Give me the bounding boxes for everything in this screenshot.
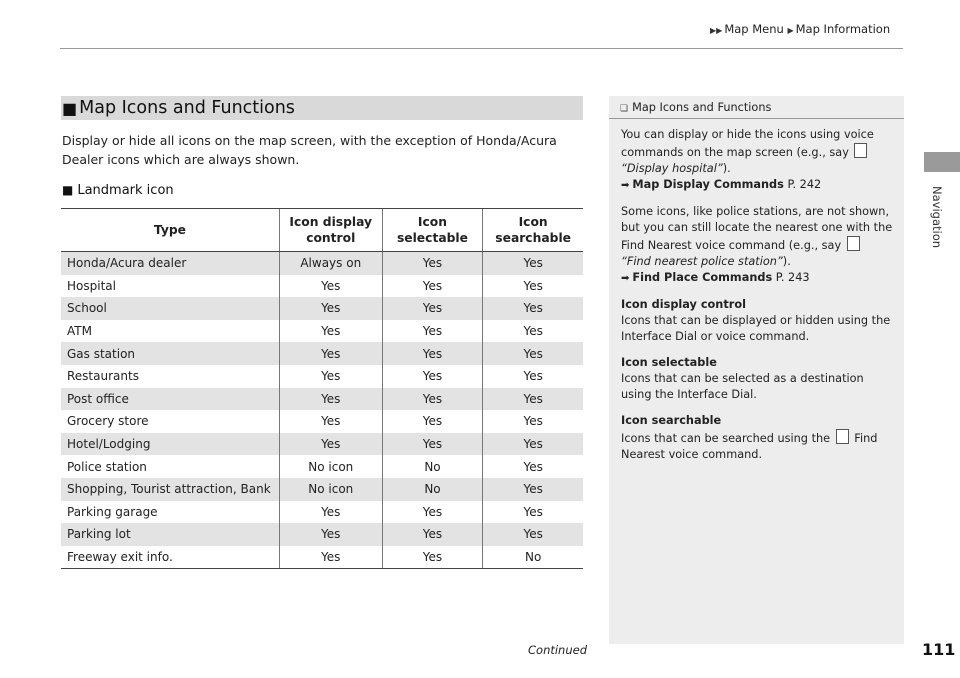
- table-row: [61, 410, 583, 433]
- cell-searchable: Yes: [483, 455, 583, 478]
- section-title-bar: [61, 96, 583, 120]
- cell-selectable: Yes: [382, 297, 483, 320]
- cell-searchable: Yes: [483, 365, 583, 388]
- term-title: Icon display control: [621, 298, 746, 311]
- cell-type: Honda/Acura dealer: [61, 252, 279, 275]
- table-row: [61, 478, 583, 501]
- cell-type: School: [61, 297, 279, 320]
- cell-searchable: Yes: [483, 297, 583, 320]
- cell-searchable: Yes: [483, 478, 583, 501]
- cell-display: Yes: [279, 320, 382, 343]
- square-bullet-icon: ■: [62, 183, 74, 197]
- cell-selectable: Yes: [382, 252, 483, 275]
- arrow-icon: ▶▶: [710, 26, 723, 35]
- cell-selectable: Yes: [382, 410, 483, 433]
- arrow-icon: ▶: [787, 26, 794, 35]
- cell-selectable: Yes: [382, 365, 483, 388]
- cell-display: Yes: [279, 523, 382, 546]
- table-row: [61, 342, 583, 365]
- side-tab-label: Navigation: [930, 186, 944, 249]
- intro-paragraph: Display or hide all icons on the map screen, with the exception of Honda/Acura Dealer icons which are always shown.: [62, 133, 557, 167]
- talk-button-icon: [847, 236, 860, 251]
- cell-selectable: Yes: [382, 275, 483, 298]
- cell-type: Gas station: [61, 342, 279, 365]
- table-row: [61, 297, 583, 320]
- cell-searchable: Yes: [483, 342, 583, 365]
- cell-selectable: No: [382, 455, 483, 478]
- note-title: ❏ Map Icons and Functions: [609, 96, 904, 119]
- term-title: Icon selectable: [621, 356, 717, 369]
- landmark-icon-table: [61, 208, 583, 569]
- cell-display: Yes: [279, 501, 382, 524]
- cell-searchable: Yes: [483, 388, 583, 411]
- cell-searchable: Yes: [483, 433, 583, 456]
- cell-display: Yes: [279, 410, 382, 433]
- page-reference-link[interactable]: ➡ Find Place Commands P. 243: [621, 271, 810, 284]
- table-row: [61, 523, 583, 546]
- cell-selectable: Yes: [382, 388, 483, 411]
- cell-display: Yes: [279, 365, 382, 388]
- cell-type: Parking lot: [61, 523, 279, 546]
- note-panel: [609, 96, 904, 644]
- cell-type: Hospital: [67, 278, 116, 293]
- cell-display: No icon: [279, 455, 382, 478]
- term-title: Icon searchable: [621, 414, 722, 427]
- cell-selectable: Yes: [382, 320, 483, 343]
- cell-display: Always on: [279, 252, 382, 275]
- cell-type: Post office: [61, 388, 279, 411]
- cell-searchable: Yes: [483, 410, 583, 433]
- note-paragraph: You can display or hide the icons using voice commands on the map screen (e.g., say “Display hospital”). ➡ Map Display Commands P. 242: [621, 128, 874, 191]
- cell-selectable: Yes: [382, 523, 483, 546]
- cross-reference-icon: ❏: [620, 104, 629, 114]
- square-bullet-icon: ■: [62, 98, 78, 118]
- page-number: 111: [922, 640, 956, 659]
- term-description: Icons that can be displayed or hidden using the Interface Dial or voice command.: [621, 314, 891, 343]
- talk-button-icon: [854, 143, 867, 158]
- table-row: [61, 501, 583, 524]
- breadcrumb-item[interactable]: Map Information: [795, 22, 891, 36]
- continued-label: Continued: [528, 643, 588, 657]
- cell-searchable: No: [483, 546, 583, 569]
- cell-selectable: No: [382, 478, 483, 501]
- column-header: Icon selectable: [382, 209, 483, 252]
- cell-searchable: Yes: [483, 275, 583, 298]
- cell-selectable: Yes: [382, 546, 483, 569]
- cell-display: No icon: [279, 478, 382, 501]
- table-row: [61, 455, 583, 478]
- cell-display: Yes: [279, 342, 382, 365]
- subheading: [62, 183, 174, 198]
- column-header: Icon display control: [279, 209, 382, 252]
- note-term: [621, 297, 894, 345]
- cell-display: Yes: [279, 275, 382, 298]
- note-paragraph: Some icons, like police stations, are not shown, but you can still locate the nearest one with the Find Nearest voice command (e.g., say “Find nearest police station”). ➡ Find Place Commands P. 243: [621, 205, 893, 284]
- table-row: [61, 275, 583, 298]
- section-tab-marker: [924, 152, 960, 172]
- cell-searchable: Yes: [483, 501, 583, 524]
- note-term: Icon searchable Icons that can be searched using the Find Nearest voice command.: [621, 414, 878, 461]
- section-title: Map Icons and Functions: [79, 98, 295, 118]
- breadcrumb-item[interactable]: Map Menu: [724, 22, 784, 36]
- subheading-text: Landmark icon: [77, 183, 174, 198]
- cell-type: Restaurants: [67, 369, 139, 384]
- cell-type: Parking garage: [67, 504, 158, 519]
- term-description: Icons that can be selected as a destination using the Interface Dial.: [621, 372, 864, 401]
- cell-selectable: Yes: [382, 342, 483, 365]
- cell-type: ATM: [67, 324, 92, 339]
- cell-display: Yes: [279, 388, 382, 411]
- cell-type: Grocery store: [67, 414, 149, 429]
- cell-type: Shopping, Tourist attraction, Bank: [61, 478, 279, 501]
- cell-selectable: Yes: [382, 501, 483, 524]
- table-header-row: [61, 209, 583, 252]
- cell-searchable: Yes: [483, 252, 583, 275]
- table-row: [61, 546, 583, 569]
- page-reference-link[interactable]: ➡ Map Display Commands P. 242: [621, 178, 822, 191]
- column-header: Type: [61, 209, 279, 252]
- table-row: [61, 252, 583, 275]
- cell-type: Hotel/Lodging: [61, 433, 279, 456]
- reference-arrow-icon: ➡: [621, 273, 630, 284]
- cell-selectable: Yes: [382, 433, 483, 456]
- breadcrumb: [710, 22, 890, 36]
- table-row: [61, 320, 583, 343]
- cell-display: Yes: [279, 297, 382, 320]
- talk-button-icon: [836, 429, 849, 444]
- cell-display: Yes: [279, 546, 382, 569]
- table-row: [61, 365, 583, 388]
- cell-searchable: Yes: [483, 320, 583, 343]
- cell-type: Police station: [67, 459, 147, 474]
- header-rule: [60, 48, 903, 49]
- cell-type: Freeway exit info.: [61, 546, 279, 569]
- column-header: Icon searchable: [483, 209, 583, 252]
- table-row: [61, 433, 583, 456]
- cell-display: Yes: [279, 433, 382, 456]
- reference-arrow-icon: ➡: [621, 180, 630, 191]
- note-term: [621, 355, 894, 403]
- table-row: [61, 388, 583, 411]
- cell-searchable: Yes: [483, 523, 583, 546]
